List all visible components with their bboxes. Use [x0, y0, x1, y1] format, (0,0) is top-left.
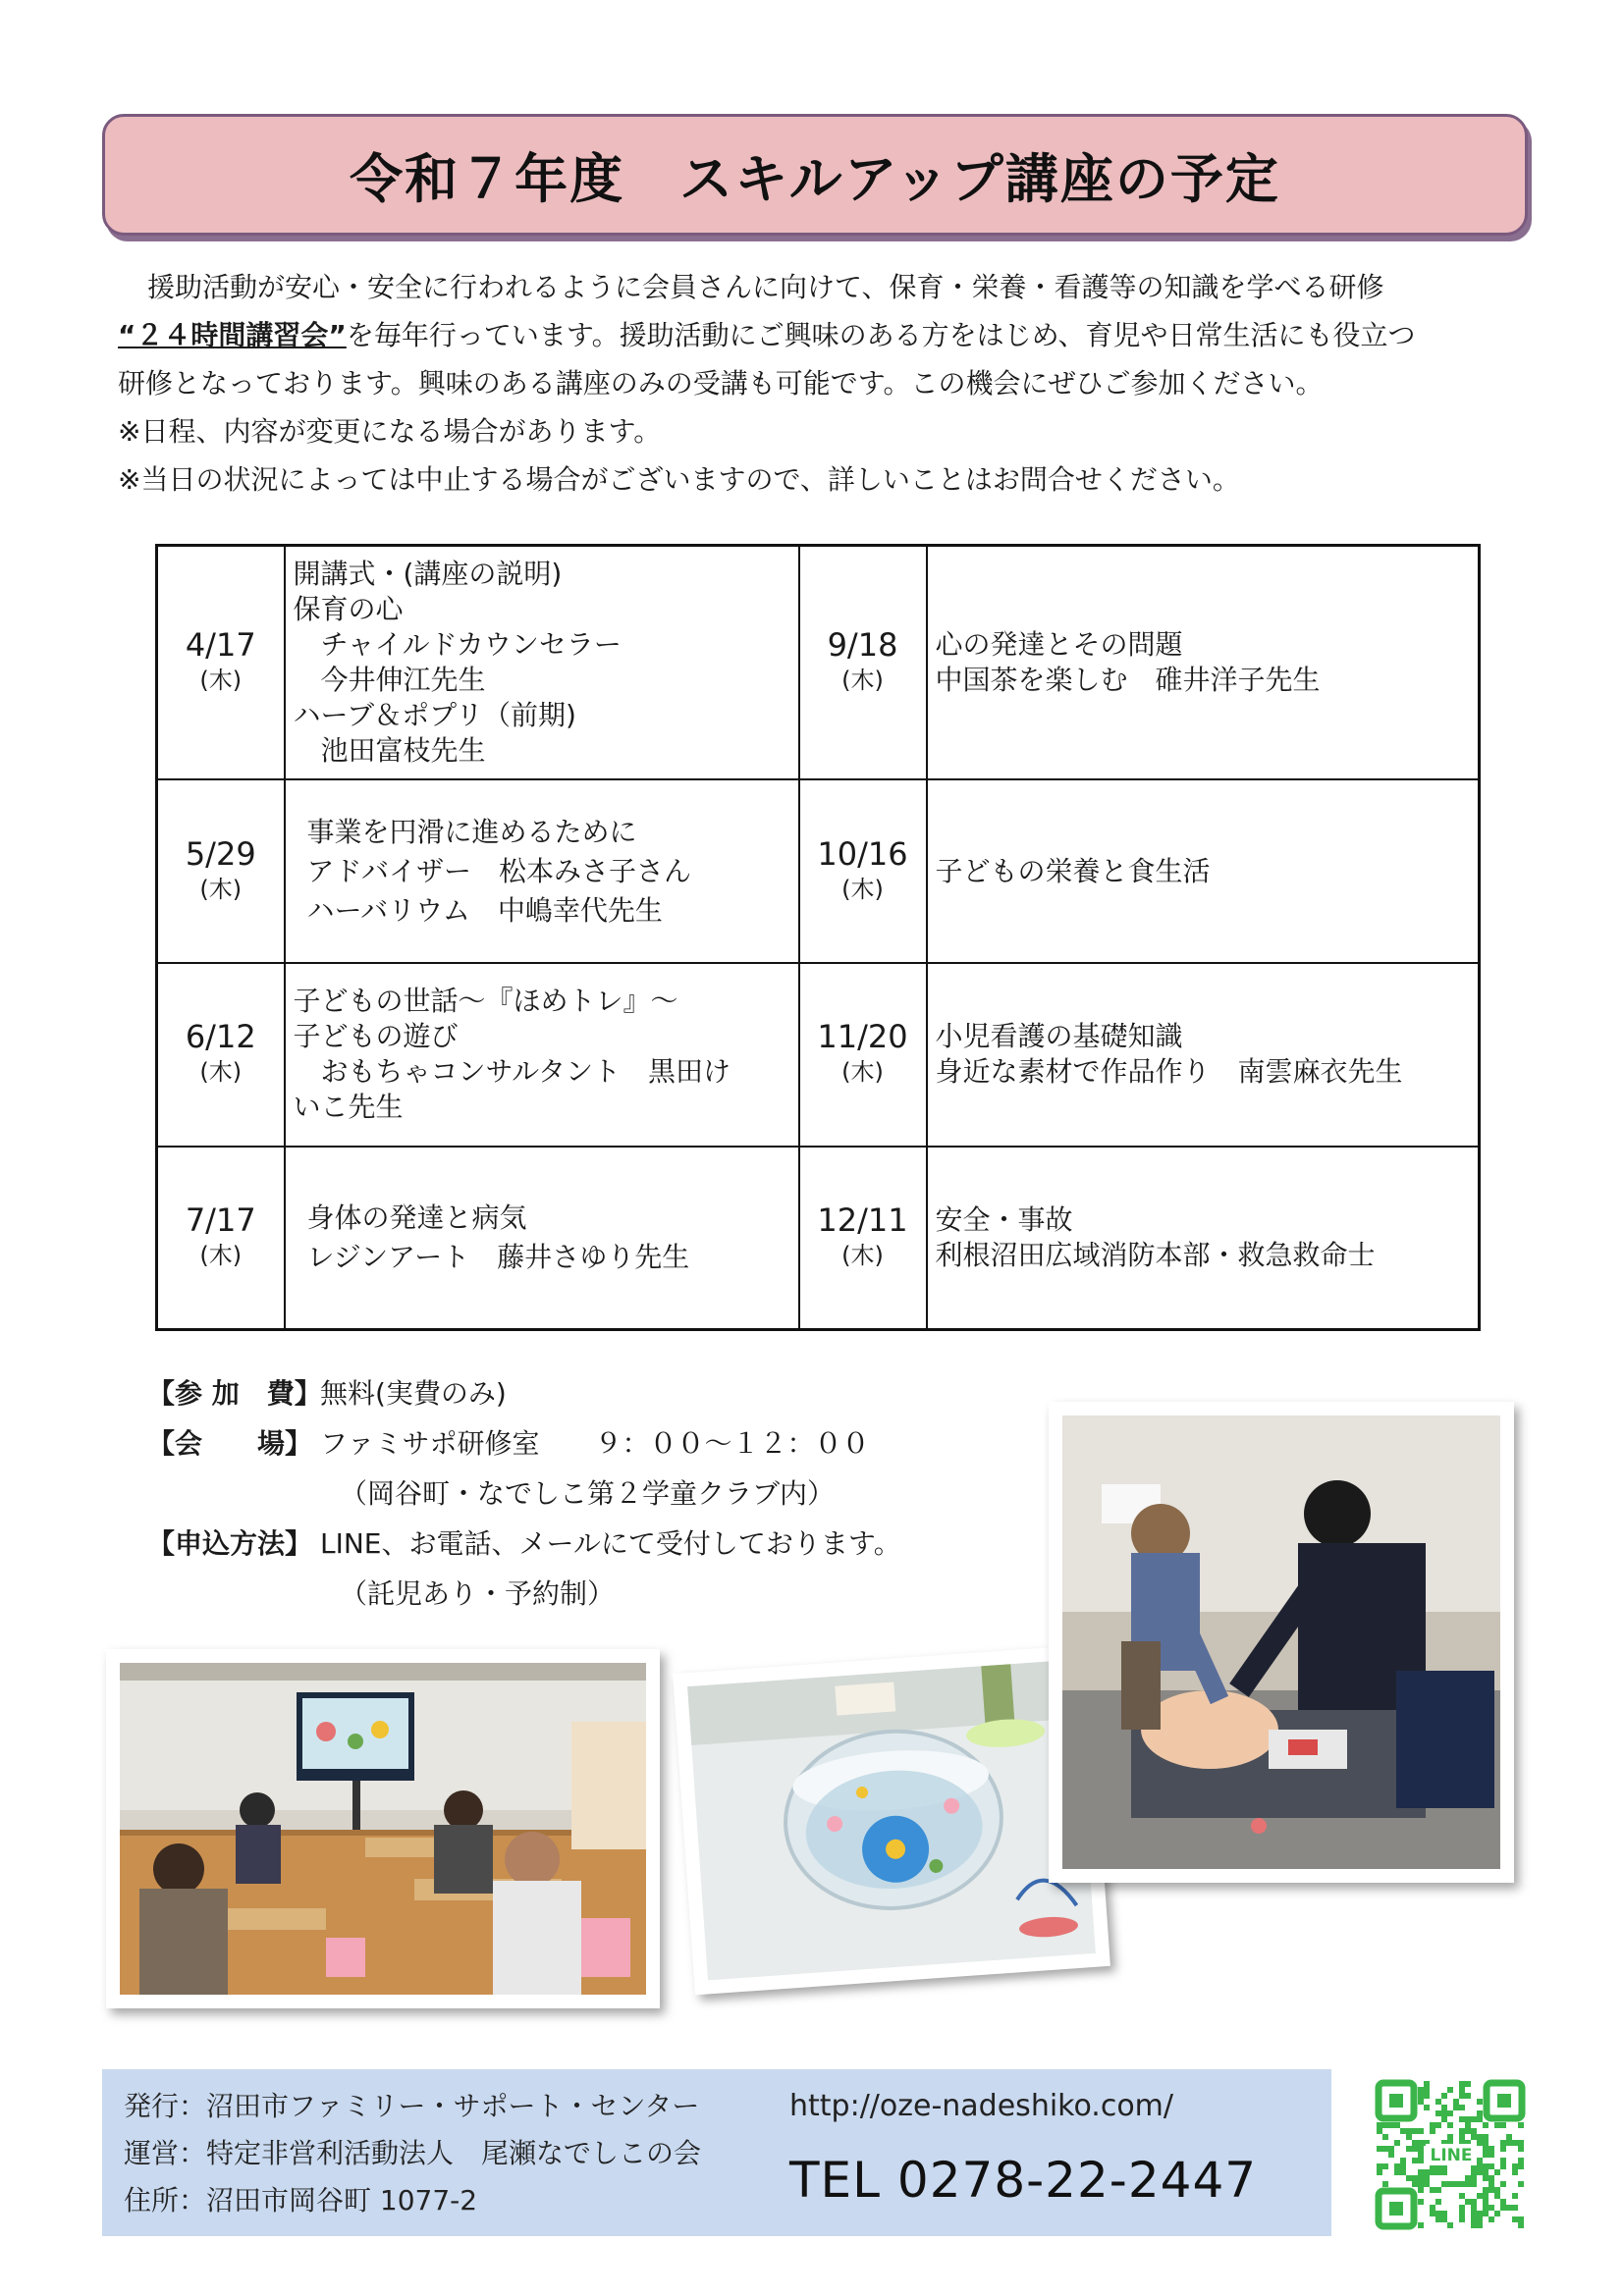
qr-module [1506, 2140, 1512, 2146]
fee-row [147, 1368, 901, 1418]
intro-line-2 [118, 311, 1522, 359]
session-content-line: 子どもの遊び [293, 1020, 459, 1053]
session-content-line: 心の発達とその問題 [935, 628, 1183, 662]
qr-module [1500, 2181, 1506, 2187]
schedule-row [157, 546, 1480, 780]
session-date-cell [157, 1147, 285, 1330]
qr-module [1424, 2081, 1430, 2087]
qr-module [1382, 2134, 1388, 2140]
qr-module [1518, 2146, 1524, 2152]
qr-module [1418, 2187, 1424, 2193]
schedule-table [155, 544, 1481, 1331]
qr-module [1489, 2152, 1494, 2158]
fee-value: 無料(実費のみ) [320, 1377, 507, 1410]
qr-module [1477, 2110, 1483, 2116]
qr-module [1418, 2158, 1424, 2163]
qr-module [1435, 2187, 1441, 2193]
qr-module [1412, 2181, 1418, 2187]
qr-module [1424, 2169, 1430, 2175]
qr-module [1424, 2175, 1430, 2181]
qr-module [1489, 2181, 1494, 2187]
qr-module [1512, 2205, 1518, 2211]
session-content-line: レジンアート 藤井さゆり先生 [306, 1240, 690, 1273]
schedule-row [157, 779, 1480, 963]
qr-module [1430, 2205, 1435, 2211]
session-date-cell [157, 779, 285, 963]
qr-module [1453, 2105, 1459, 2110]
venue-sub: （岡谷町・なでしこ第２学童クラブ内） [340, 1477, 836, 1510]
qr-module [1483, 2169, 1489, 2175]
qr-module [1518, 2181, 1524, 2187]
qr-module [1435, 2169, 1441, 2175]
session-date: 10/16 [817, 834, 908, 873]
session-date-cell [799, 546, 927, 780]
qr-module [1447, 2134, 1453, 2140]
session-content-line: 中国茶を楽しむ 碓井洋子先生 [935, 664, 1321, 697]
qr-module [1494, 2122, 1500, 2128]
qr-module [1500, 2122, 1506, 2128]
qr-module [1471, 2128, 1477, 2134]
qr-module [1435, 2099, 1441, 2105]
qr-module [1418, 2140, 1424, 2146]
session-date: 6/12 [185, 1018, 256, 1056]
qr-module [1430, 2169, 1435, 2175]
qr-module [1477, 2158, 1483, 2163]
qr-module [1418, 2093, 1424, 2099]
qr-module [1418, 2175, 1424, 2181]
qr-module [1494, 2169, 1500, 2175]
session-date: 9/18 [827, 626, 898, 665]
qr-module [1465, 2128, 1471, 2134]
qr-module [1483, 2199, 1489, 2205]
qr-module [1477, 2211, 1483, 2216]
qr-module [1377, 2169, 1382, 2175]
cpr-photo-image [1062, 1415, 1500, 1869]
session-content-cell [285, 546, 799, 780]
footer-organization [124, 2083, 701, 2224]
qr-module [1477, 2116, 1483, 2122]
qr-module [1377, 2122, 1382, 2128]
session-date-cell [799, 779, 927, 963]
fee-label: 【参 加 費】 [147, 1377, 322, 1410]
qr-module [1459, 2087, 1465, 2093]
qr-module [1506, 2134, 1512, 2140]
footer-contact [102, 2069, 1331, 2236]
qr-module [1447, 2222, 1453, 2228]
line-qr-code[interactable] [1375, 2079, 1526, 2230]
qr-line-label: LINE [1430, 2146, 1473, 2165]
qr-module [1406, 2128, 1412, 2134]
qr-module [1400, 2128, 1406, 2134]
qr-module [1471, 2199, 1477, 2205]
qr-module [1418, 2152, 1424, 2158]
footer-url-link[interactable]: http://oze-nadeshiko.com/ [789, 2089, 1174, 2123]
qr-module [1465, 2175, 1471, 2181]
qr-module [1500, 2140, 1506, 2146]
qr-module [1483, 2140, 1489, 2146]
session-weekday: (木) [199, 667, 243, 695]
qr-module [1394, 2163, 1400, 2169]
qr-module [1489, 2146, 1494, 2152]
qr-module [1465, 2122, 1471, 2128]
qr-module [1512, 2216, 1518, 2222]
qr-module [1471, 2175, 1477, 2181]
qr-module [1500, 2163, 1506, 2169]
qr-module [1483, 2193, 1489, 2199]
qr-module [1500, 2199, 1506, 2205]
qr-module [1459, 2093, 1465, 2099]
qr-module [1512, 2169, 1518, 2175]
qr-module [1430, 2128, 1435, 2134]
qr-module [1412, 2140, 1418, 2146]
qr-module [1465, 2116, 1471, 2122]
qr-module [1382, 2181, 1388, 2187]
qr-module [1441, 2211, 1447, 2216]
photo-classroom [106, 1649, 660, 2008]
footer-address: 住所：沼田市岡谷町 1077-2 [124, 2184, 478, 2216]
qr-module [1459, 2128, 1465, 2134]
qr-module [1518, 2158, 1524, 2163]
qr-module [1430, 2187, 1435, 2193]
qr-module [1400, 2169, 1406, 2175]
qr-module [1400, 2163, 1406, 2169]
qr-module [1441, 2110, 1447, 2116]
qr-module [1412, 2175, 1418, 2181]
session-weekday: (木) [841, 1058, 884, 1087]
qr-module [1471, 2216, 1477, 2222]
session-content-line: ハーブ＆ポプリ（前期) [293, 699, 576, 732]
apply-row [147, 1519, 901, 1569]
qr-module [1424, 2087, 1430, 2093]
session-date: 12/11 [817, 1201, 908, 1239]
qr-module [1471, 2116, 1477, 2122]
qr-module [1483, 2134, 1489, 2140]
session-weekday: (木) [841, 667, 884, 695]
qr-module [1382, 2122, 1388, 2128]
qr-module [1459, 2181, 1465, 2187]
footer-issuer: 発行：沼田市ファミリー・サポート・センター [124, 2090, 700, 2122]
qr-module [1471, 2222, 1477, 2228]
qr-module [1489, 2205, 1494, 2211]
qr-module [1500, 2205, 1506, 2211]
footer-operator: 運営：特定非営利活動法人 尾瀬なでしこの会 [124, 2137, 702, 2169]
qr-module [1512, 2193, 1518, 2199]
qr-module [1465, 2093, 1471, 2099]
qr-module [1489, 2187, 1494, 2193]
qr-module [1483, 2163, 1489, 2169]
qr-module [1459, 2081, 1465, 2087]
qr-module [1489, 2175, 1494, 2181]
qr-module [1512, 2163, 1518, 2169]
qr-module [1477, 2216, 1483, 2222]
session-content-line: 開講式・(講座の説明) [293, 558, 563, 591]
qr-module [1483, 2205, 1489, 2211]
session-content-line: 身体の発達と病気 [306, 1201, 527, 1234]
qr-module [1447, 2122, 1453, 2128]
qr-module [1518, 2140, 1524, 2146]
qr-module [1382, 2163, 1388, 2169]
intro-note-2: ※当日の状況によっては中止する場合がございますので、詳しいことはお問合せください。 [118, 463, 1240, 496]
qr-module [1382, 2146, 1388, 2152]
qr-module [1388, 2146, 1394, 2152]
qr-module [1459, 2134, 1465, 2140]
qr-module [1418, 2146, 1424, 2152]
qr-module [1518, 2163, 1524, 2169]
qr-module [1441, 2093, 1447, 2099]
intro-note-1: ※日程、内容が変更になる場合があります。 [118, 415, 662, 448]
qr-module [1388, 2122, 1394, 2128]
session-content-line: チャイルドカウンセラー [293, 628, 622, 662]
qr-module [1400, 2158, 1406, 2163]
qr-module [1477, 2222, 1483, 2228]
qr-module [1441, 2169, 1447, 2175]
qr-module [1412, 2128, 1418, 2134]
session-content-cell [285, 963, 799, 1147]
session-content-cell [927, 1147, 1480, 1330]
qr-module [1483, 2122, 1489, 2128]
qr-module [1418, 2087, 1424, 2093]
qr-module [1418, 2222, 1424, 2228]
qr-module [1459, 2116, 1465, 2122]
title-banner [102, 114, 1528, 236]
classroom-photo-image [120, 1663, 646, 1995]
qr-module [1453, 2181, 1459, 2187]
qr-module [1500, 2158, 1506, 2163]
schedule-row [157, 1147, 1480, 1330]
photo-cpr-training [1049, 1402, 1514, 1883]
session-content-line: 子どもの栄養と食生活 [935, 854, 1211, 887]
qr-module [1453, 2099, 1459, 2105]
qr-module [1477, 2163, 1483, 2169]
qr-module [1424, 2093, 1430, 2099]
qr-module [1377, 2128, 1382, 2134]
qr-module [1489, 2163, 1494, 2169]
session-content-line: アドバイザー 松本みさ子さん [306, 854, 691, 887]
venue-row [147, 1418, 901, 1468]
qr-module [1418, 2128, 1424, 2134]
session-content-cell [285, 1147, 799, 1330]
qr-module [1494, 2211, 1500, 2216]
session-date-cell [157, 963, 285, 1147]
qr-module [1471, 2181, 1477, 2187]
session-weekday: (木) [199, 875, 243, 903]
qr-module [1483, 2152, 1489, 2158]
qr-code-icon [1375, 2079, 1526, 2230]
qr-module [1494, 2187, 1500, 2193]
apply-sub: （託児あり・予約制） [340, 1577, 616, 1610]
intro-text [118, 263, 1522, 504]
qr-module [1483, 2187, 1489, 2193]
qr-module [1459, 2193, 1465, 2199]
qr-module [1465, 2199, 1471, 2205]
qr-module [1430, 2122, 1435, 2128]
qr-module [1441, 2216, 1447, 2222]
qr-module [1430, 2211, 1435, 2216]
session-date: 11/20 [817, 1018, 908, 1056]
session-content-line: 利根沼田広域消防本部・救急救命士 [935, 1238, 1376, 1271]
qr-module [1447, 2087, 1453, 2093]
intro-line-2-rest: を毎年行っています。援助活動にご興味のある方をはじめ、育児や日常生活にも役立つ [346, 319, 1416, 351]
qr-module [1506, 2205, 1512, 2211]
qr-module [1471, 2134, 1477, 2140]
intro-line-3: 研修となっております。興味のある講座のみの受講も可能です。この機会にぜひご参加ください。 [118, 367, 1324, 400]
qr-module [1435, 2110, 1441, 2116]
photo-herbarium [673, 1645, 1110, 1996]
venue-value: ファミサポ研修室 ９：００～１２：００ [320, 1427, 870, 1460]
qr-module [1500, 2146, 1506, 2152]
qr-module [1483, 2211, 1489, 2216]
session-date: 7/17 [185, 1201, 256, 1239]
event-info [147, 1368, 901, 1619]
session-content-line: 池田富枝先生 [293, 734, 486, 768]
session-content-line: ハーバリウム 中嶋幸代先生 [306, 893, 663, 927]
page-title: 令和７年度 スキルアップ講座の予定 [350, 147, 1280, 210]
qr-module [1424, 2105, 1430, 2110]
qr-module [1406, 2134, 1412, 2140]
qr-module [1418, 2181, 1424, 2187]
qr-module [1494, 2193, 1500, 2199]
qr-module [1435, 2216, 1441, 2222]
qr-module [1435, 2199, 1441, 2205]
qr-module [1412, 2146, 1418, 2152]
session-content-line: いこ先生 [293, 1091, 404, 1124]
session-weekday: (木) [199, 1241, 243, 1269]
session-weekday: (木) [199, 1058, 243, 1087]
session-content-line: 小児看護の基礎知識 [935, 1020, 1183, 1053]
qr-module [1441, 2181, 1447, 2187]
qr-module [1418, 2099, 1424, 2105]
qr-module [1477, 2169, 1483, 2175]
qr-module [1477, 2193, 1483, 2199]
venue-label: 【会 場】 [147, 1427, 313, 1460]
qr-module [1477, 2140, 1483, 2146]
session-weekday: (木) [841, 875, 884, 903]
qr-module [1518, 2222, 1524, 2228]
session-weekday: (木) [841, 1241, 884, 1269]
session-content-line: 事業を円滑に進めるために [306, 815, 637, 848]
qr-module [1394, 2169, 1400, 2175]
qr-module [1447, 2110, 1453, 2116]
qr-module [1388, 2152, 1394, 2158]
schedule-row [157, 963, 1480, 1147]
qr-module [1512, 2140, 1518, 2146]
qr-module [1471, 2205, 1477, 2211]
footer-telephone[interactable]: TEL 0278-22-2447 [789, 2152, 1258, 2209]
qr-module [1394, 2140, 1400, 2146]
qr-module [1465, 2081, 1471, 2087]
qr-module [1489, 2216, 1494, 2222]
qr-module [1518, 2216, 1524, 2222]
qr-module [1459, 2205, 1465, 2211]
qr-module [1483, 2175, 1489, 2181]
qr-module [1447, 2181, 1453, 2187]
session-content-cell [927, 546, 1480, 780]
qr-module [1377, 2163, 1382, 2169]
intro-line-1: 援助活動が安心・安全に行われるように会員さんに向けて、保育・栄養・看護等の知識を学べる研修 [147, 271, 1384, 303]
session-content-line: 身近な素材で作品作り 南雲麻衣先生 [935, 1055, 1403, 1089]
session-content-cell [285, 779, 799, 963]
qr-module [1412, 2158, 1418, 2163]
session-content-line: おもちゃコンサルタント 黒田け [293, 1055, 731, 1089]
session-content-cell [927, 963, 1480, 1147]
qr-module [1424, 2181, 1430, 2187]
session-date: 5/29 [185, 834, 256, 873]
qr-module [1477, 2134, 1483, 2140]
qr-module [1518, 2122, 1524, 2128]
qr-module [1377, 2146, 1382, 2152]
session-content-line: 子どもの世話～『ほめトレ』～ [293, 985, 678, 1018]
intro-highlight: “２４時間講習会” [118, 319, 347, 351]
apply-value: LINE、お電話、メールにて受付しております。 [320, 1527, 901, 1560]
qr-module [1459, 2216, 1465, 2222]
qr-module [1465, 2181, 1471, 2187]
qr-module [1459, 2211, 1465, 2216]
session-content-line: 保育の心 [293, 593, 404, 626]
session-content-line: 安全・事故 [935, 1202, 1073, 1236]
qr-module [1406, 2175, 1412, 2181]
session-content-cell [927, 779, 1480, 963]
qr-module [1406, 2146, 1412, 2152]
qr-module [1471, 2211, 1477, 2216]
qr-module [1441, 2116, 1447, 2122]
herbarium-photo-image [687, 1660, 1096, 1981]
session-date: 4/17 [185, 626, 256, 665]
qr-module [1418, 2169, 1424, 2175]
qr-module [1477, 2099, 1483, 2105]
qr-module [1435, 2122, 1441, 2128]
qr-module [1394, 2122, 1400, 2128]
qr-module [1418, 2199, 1424, 2205]
qr-module [1471, 2169, 1477, 2175]
qr-module [1459, 2105, 1465, 2110]
session-date-cell [799, 1147, 927, 1330]
qr-module [1441, 2105, 1447, 2110]
qr-module [1435, 2211, 1441, 2216]
session-content-line: 今井伸江先生 [293, 664, 486, 697]
qr-module [1483, 2146, 1489, 2152]
session-date-cell [799, 963, 927, 1147]
apply-label: 【申込方法】 [147, 1527, 313, 1560]
session-date-cell [157, 546, 285, 780]
